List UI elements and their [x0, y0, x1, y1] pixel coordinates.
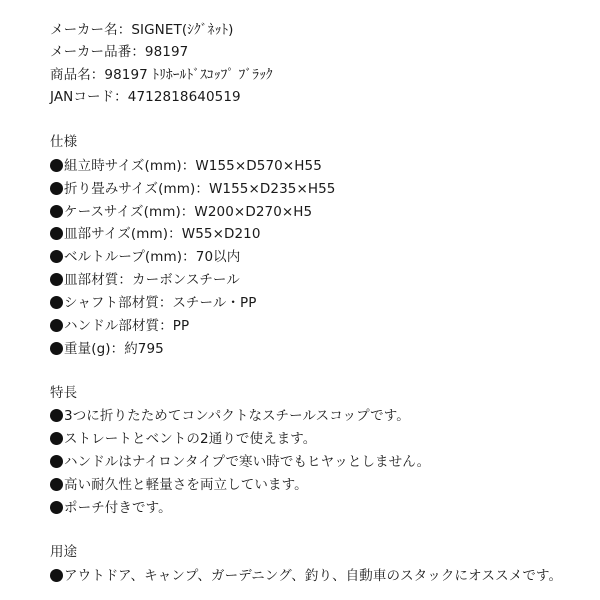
- product-name: 商品名：98197 ﾄﾘﾎｰﾙﾄﾞｽｺｯﾌﾟ ﾌﾞﾗｯｸ: [50, 67, 273, 83]
- bullet-icon: [50, 342, 63, 355]
- bullet-icon: [50, 182, 63, 195]
- bullet-icon: [50, 432, 63, 445]
- bullet-icon: [50, 478, 63, 491]
- feature-item: [50, 476, 308, 494]
- bullet-icon: [50, 296, 63, 309]
- bullet-icon: [50, 273, 63, 286]
- bullet-icon: [50, 205, 63, 218]
- bullet-icon: [50, 250, 63, 263]
- bullet-icon: [50, 455, 63, 468]
- bullet-icon: [50, 501, 63, 514]
- jan-code: JANコード：4712818640519: [50, 89, 241, 105]
- spec-item: [50, 248, 240, 266]
- maker-name: メーカー名：SIGNET(ｼｸﾞﾈｯﾄ): [50, 22, 234, 38]
- bullet-icon: [50, 227, 63, 240]
- bullet-icon: [50, 409, 63, 422]
- feature-text: ハンドルはナイロンタイプで寒い時でもヒヤッとしません。: [64, 454, 431, 470]
- spec-text: 折り畳みサイズ(mm)：W155×D235×H55: [64, 181, 336, 197]
- spec-text: 皿部材質：カーボンスチール: [64, 272, 240, 288]
- bullet-icon: [50, 569, 63, 582]
- feature-item: [50, 407, 410, 425]
- spec-item: [50, 271, 240, 289]
- feature-item: [50, 430, 316, 448]
- usage-text: アウトドア、キャンプ、ガーデニング、釣り、自動車のスタックにオススメです。: [64, 568, 563, 584]
- spec-item: [50, 180, 336, 198]
- spec-item: [50, 225, 261, 243]
- bullet-icon: [50, 319, 63, 332]
- spec-text: 重量(g)：約795: [64, 341, 164, 357]
- spec-item: [50, 294, 256, 312]
- spec-item: [50, 157, 322, 175]
- features-heading: 特長: [50, 385, 78, 401]
- specs-heading: 仕様: [50, 134, 78, 150]
- spec-text: ケースサイズ(mm)：W200×D270×H5: [64, 204, 313, 220]
- spec-text: ベルトループ(mm)：70以内: [64, 249, 241, 265]
- spec-text: 組立時サイズ(mm)：W155×D570×H55: [64, 158, 322, 174]
- bullet-icon: [50, 159, 63, 172]
- spec-text: シャフト部材質：スチール・PP: [64, 295, 257, 311]
- spec-item: [50, 203, 312, 221]
- usage-item: [50, 567, 562, 585]
- feature-text: 3つに折りたためてコンパクトなスチールスコップです。: [64, 408, 410, 424]
- spec-text: 皿部サイズ(mm)：W55×D210: [64, 226, 261, 242]
- usage-heading: 用途: [50, 544, 78, 560]
- spec-item: [50, 317, 189, 335]
- maker-part-number: メーカー品番：98197: [50, 44, 189, 60]
- spec-text: ハンドル部材質：PP: [64, 318, 190, 334]
- feature-text: ポーチ付きです。: [64, 500, 172, 516]
- spec-item: [50, 340, 164, 358]
- feature-text: 高い耐久性と軽量さを両立しています。: [64, 477, 308, 493]
- feature-text: ストレートとベントの2通りで使えます。: [64, 431, 317, 447]
- feature-item: [50, 453, 430, 471]
- feature-item: [50, 499, 172, 517]
